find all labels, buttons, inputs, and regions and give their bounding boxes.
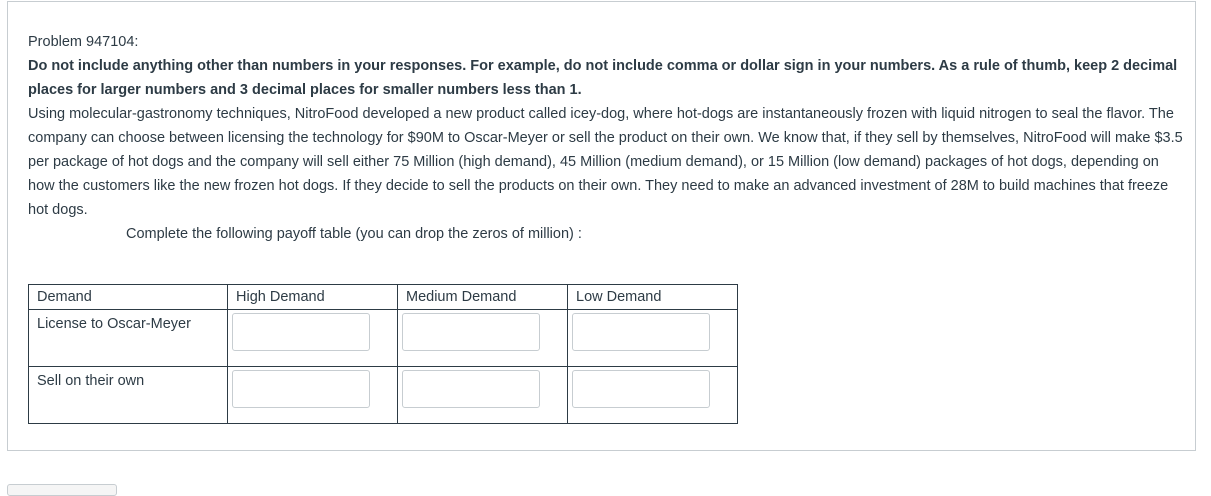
sell-own-low-demand-input[interactable]: [572, 370, 710, 408]
question-panel: [7, 1, 1196, 451]
sell-own-high-demand-input[interactable]: [232, 370, 370, 408]
problem-id: Problem 947104:: [28, 34, 139, 50]
license-high-demand-input[interactable]: [232, 313, 370, 351]
cell-sell-high: [228, 367, 398, 424]
table-row: [29, 310, 738, 367]
header-demand: Demand: [29, 285, 228, 310]
row-label-sell-own: Sell on their own: [29, 367, 228, 424]
payoff-table: [28, 284, 738, 424]
row-label-license: License to Oscar-Meyer: [29, 310, 228, 367]
table-row: [29, 367, 738, 424]
cell-license-high: [228, 310, 398, 367]
cell-sell-medium: [398, 367, 568, 424]
license-low-demand-input[interactable]: [572, 313, 710, 351]
answer-format-instructions: Do not include anything other than numbers in your responses. For example, do not include comma or dollar sign in your numbers. As a rule of thumb, keep 2 decimal places for larger numbers and 3 decimal places for smaller numbers less than 1.: [28, 58, 1178, 98]
cell-license-medium: [398, 310, 568, 367]
partial-button[interactable]: [7, 484, 117, 496]
cell-license-low: [568, 310, 738, 367]
problem-scenario: Using molecular-gastronomy techniques, NitroFood developed a new product called icey-dog, where hot-dogs are instantaneously frozen with liquid nitrogen to seal the flavor. The company can choose between licensing the technology for $90M to Oscar-Meyer or sell the product on their own. We know that, if they sell by themselves, NitroFood will make $3.5 per package of hot dogs and the company will sell either 75 Million (high demand), 45 Million (medium demand), or 15 Million (low demand) packages of hot dogs, depending on how the customers like the new frozen hot dogs. If they decide to sell the products on their own. They need to make an advanced investment of 28M to build machines that freeze hot dogs.: [28, 106, 1183, 218]
header-low-demand: Low Demand: [568, 285, 738, 310]
table-header-row: [29, 285, 738, 310]
table-prompt: Complete the following payoff table (you can drop the zeros of million) :: [126, 226, 582, 242]
cell-sell-low: [568, 367, 738, 424]
license-medium-demand-input[interactable]: [402, 313, 540, 351]
sell-own-medium-demand-input[interactable]: [402, 370, 540, 408]
header-medium-demand: Medium Demand: [398, 285, 568, 310]
header-high-demand: High Demand: [228, 285, 398, 310]
question-body: [28, 30, 1188, 246]
